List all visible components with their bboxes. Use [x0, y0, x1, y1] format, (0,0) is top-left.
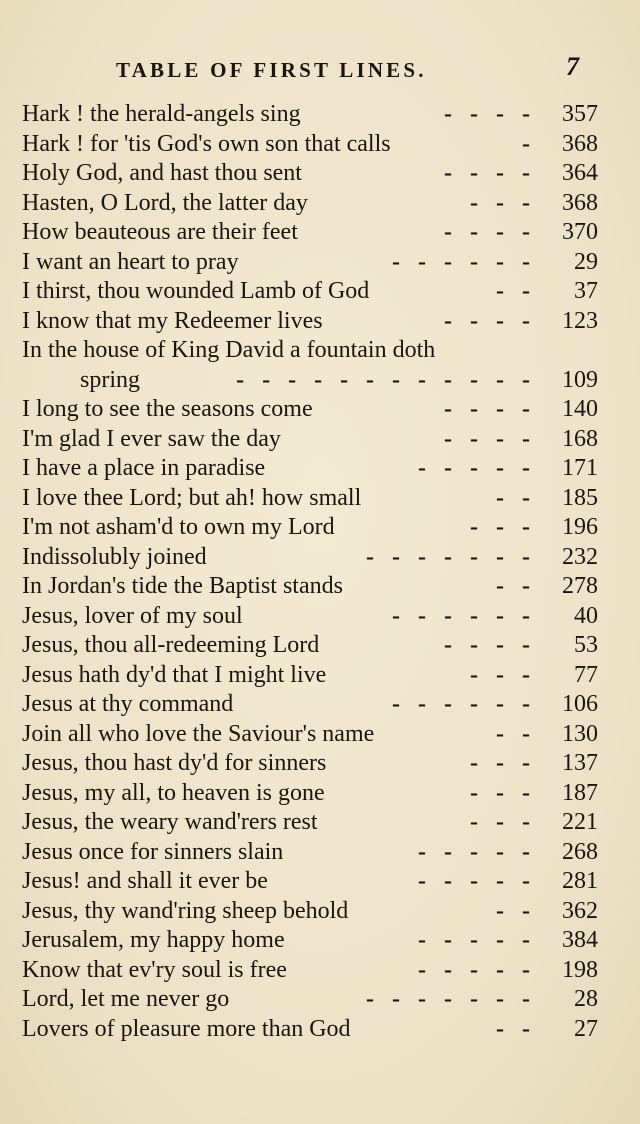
- hymn-number: 364: [562, 160, 598, 186]
- dot-leader: - -: [496, 573, 536, 599]
- first-line-text: Join all who love the Saviour's name: [22, 720, 375, 747]
- hymn-number: 362: [562, 897, 598, 924]
- hymn-number: 198: [562, 956, 598, 983]
- dot-leader: - - - - -: [418, 838, 536, 865]
- list-item: [22, 572, 598, 602]
- first-line-text: Hark ! the herald-angels sing: [22, 101, 301, 127]
- first-line-text: Jesus! and shall it ever be: [22, 868, 268, 894]
- first-line-text: I want an heart to pray: [22, 248, 239, 275]
- hymn-number: 368: [562, 189, 598, 216]
- list-item: [22, 307, 598, 337]
- first-line-text: Hasten, O Lord, the latter day: [22, 189, 308, 216]
- hymn-number: 109: [562, 366, 598, 393]
- first-line-text: I long to see the seasons come: [22, 396, 313, 422]
- first-line-text: I thirst, thou wounded Lamb of God: [22, 278, 370, 304]
- dot-leader: - -: [496, 720, 536, 747]
- first-line-text: spring: [80, 366, 140, 393]
- hymn-number: 187: [562, 779, 598, 806]
- list-item: [22, 838, 598, 868]
- hymn-number: 28: [574, 986, 598, 1012]
- first-line-text: Lord, let me never go: [22, 986, 230, 1012]
- dot-leader: - - - - - - -: [366, 543, 536, 570]
- first-line-text: Jerusalem, my happy home: [22, 927, 285, 953]
- dot-leader: - - - -: [444, 160, 536, 186]
- hymn-number: 37: [574, 278, 598, 304]
- dot-leader: - - - -: [444, 101, 536, 127]
- hymn-number: 168: [562, 425, 598, 452]
- list-item: [22, 454, 598, 484]
- first-line-text: Indissolubly joined: [22, 543, 207, 570]
- dot-leader: - - - -: [444, 307, 536, 334]
- dot-leader: - - - -: [444, 425, 536, 452]
- list-item: [22, 749, 598, 779]
- dot-leader: - - -: [470, 189, 536, 216]
- first-line-text: Jesus, thou hast dy'd for sinners: [22, 750, 327, 776]
- hymn-number: 137: [562, 750, 598, 776]
- first-line-text: I love thee Lord; but ah! how small: [22, 484, 362, 511]
- hymn-number: 370: [562, 219, 598, 245]
- first-line-text: Holy God, and hast thou sent: [22, 160, 302, 186]
- hymn-number: 53: [574, 632, 598, 658]
- dot-leader: - -: [496, 278, 536, 304]
- list-item: [22, 867, 598, 897]
- first-line-text: I have a place in paradise: [22, 455, 266, 481]
- hymn-number: 357: [562, 101, 598, 127]
- first-line-text: I'm glad I ever saw the day: [22, 425, 281, 452]
- first-line-text: Jesus, my all, to heaven is gone: [22, 779, 325, 806]
- dot-leader: -: [522, 130, 536, 157]
- first-line-text: I know that my Redeemer lives: [22, 307, 323, 334]
- list-item: [22, 130, 598, 160]
- first-line-text: In Jordan's tide the Baptist stands: [22, 573, 343, 599]
- list-item: [22, 336, 598, 366]
- dot-leader: - - -: [470, 779, 536, 806]
- dot-leader: - - - - - -: [392, 691, 536, 717]
- dot-leader: - - - - -: [418, 956, 536, 983]
- first-line-text: Jesus at thy command: [22, 691, 234, 717]
- first-line-text: Hark ! for 'tis God's own son that calls: [22, 130, 391, 157]
- list-item: [22, 926, 598, 956]
- list-item: [22, 985, 598, 1015]
- list-item: [22, 602, 598, 632]
- first-line-text: Jesus, thou all-redeeming Lord: [22, 632, 320, 658]
- hymn-number: 27: [574, 1015, 598, 1042]
- hymn-number: 130: [562, 720, 598, 747]
- dot-leader: - - -: [470, 661, 536, 688]
- hymn-number: 40: [574, 602, 598, 629]
- hymn-number: 268: [562, 838, 598, 865]
- list-item: [22, 366, 598, 396]
- list-item: [22, 100, 598, 130]
- list-item: [22, 218, 598, 248]
- hymn-number: 278: [562, 573, 598, 599]
- list-item: [22, 897, 598, 927]
- hymn-number: 171: [562, 455, 598, 481]
- dot-leader: - - - - -: [418, 927, 536, 953]
- list-item: [22, 779, 598, 809]
- hymn-number: 123: [562, 307, 598, 334]
- first-line-text: Jesus, the weary wand'rers rest: [22, 809, 318, 835]
- page-title: TABLE OF FIRST LINES.: [116, 58, 427, 82]
- hymn-number: 368: [562, 130, 598, 157]
- list-item: [22, 425, 598, 455]
- hymn-number: 232: [562, 543, 598, 570]
- page-number: 7: [566, 52, 579, 81]
- dot-leader: - - - - -: [418, 455, 536, 481]
- list-item: [22, 395, 598, 425]
- list-item: [22, 513, 598, 543]
- dot-leader: - -: [496, 484, 536, 511]
- dot-leader: - - -: [470, 809, 536, 835]
- dot-leader: - - - -: [444, 396, 536, 422]
- dot-leader: - - -: [470, 514, 536, 540]
- list-item: [22, 277, 598, 307]
- first-line-text: Jesus once for sinners slain: [22, 838, 284, 865]
- hymn-number: 196: [562, 514, 598, 540]
- first-line-text: Jesus, lover of my soul: [22, 602, 243, 629]
- dot-leader: - - - - -: [418, 868, 536, 894]
- hymn-number: 106: [562, 691, 598, 717]
- hymn-number: 384: [562, 927, 598, 953]
- first-lines-list: [22, 100, 598, 1044]
- list-item: [22, 661, 598, 691]
- list-item: [22, 543, 598, 573]
- list-item: [22, 720, 598, 750]
- first-line-text: Lovers of pleasure more than God: [22, 1015, 351, 1042]
- hymn-number: 140: [562, 396, 598, 422]
- list-item: [22, 631, 598, 661]
- dot-leader: - - - - - -: [392, 602, 536, 629]
- dot-leader: - -: [496, 897, 536, 924]
- list-item: [22, 189, 598, 219]
- dot-leader: - - - - - -: [392, 248, 536, 275]
- first-line-text: How beauteous are their feet: [22, 219, 298, 245]
- list-item: [22, 808, 598, 838]
- dot-leader: - - - - - - - - - - - -: [236, 366, 536, 393]
- hymn-number: 281: [562, 868, 598, 894]
- dot-leader: - -: [496, 1015, 536, 1042]
- list-item: [22, 690, 598, 720]
- list-item: [22, 484, 598, 514]
- dot-leader: - - - - - - -: [366, 986, 536, 1012]
- page-header: [0, 52, 640, 88]
- list-item: [22, 1015, 598, 1045]
- first-line-text: I'm not asham'd to own my Lord: [22, 514, 335, 540]
- first-line-text: Know that ev'ry soul is free: [22, 956, 287, 983]
- hymn-number: 77: [574, 661, 598, 688]
- dot-leader: - - - -: [444, 219, 536, 245]
- first-line-text: Jesus hath dy'd that I might live: [22, 661, 327, 688]
- list-item: [22, 956, 598, 986]
- first-line-text: In the house of King David a fountain doth: [22, 337, 436, 363]
- dot-leader: - - -: [470, 750, 536, 776]
- hymn-number: 29: [574, 248, 598, 275]
- hymn-number: 221: [562, 809, 598, 835]
- dot-leader: - - - -: [444, 632, 536, 658]
- first-line-text: Jesus, thy wand'ring sheep behold: [22, 897, 349, 924]
- list-item: [22, 248, 598, 278]
- list-item: [22, 159, 598, 189]
- hymn-number: 185: [562, 484, 598, 511]
